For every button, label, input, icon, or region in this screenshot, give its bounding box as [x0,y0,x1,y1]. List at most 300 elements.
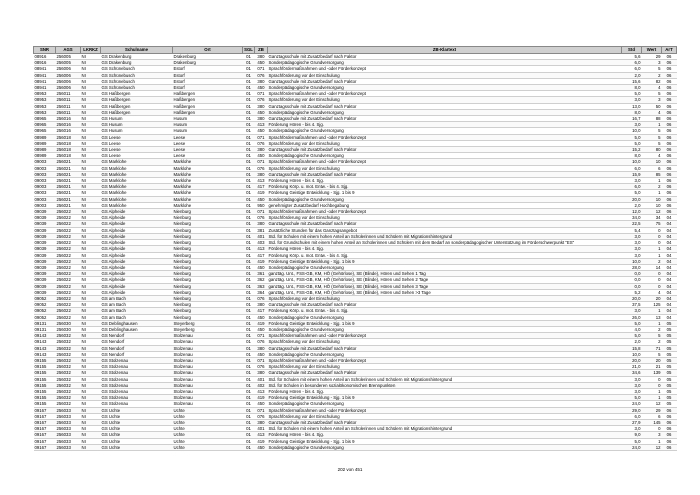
zb-klartext-cell: Ganztagsschule mit Zusatzbedarf nach Faktor [268,78,622,84]
zb-klartext-cell: Sprachförderung vor der Einschulung [268,72,622,78]
wert-cell: 12 [642,401,662,407]
std-cell: 6,0 [622,184,642,190]
std-cell: 5,0 [622,134,642,140]
std-cell: 37,5 [622,302,642,308]
zb-klartext-cell: Sprachfördermaßnahmen und -oder Förderkonzept [268,66,622,72]
snr-cell: 09039 [34,289,56,295]
sgl-cell: 01 [243,370,255,376]
wert-cell: 6 [642,165,662,171]
lkrkz-cell: NI [81,140,101,146]
lkrkz-cell: NI [81,264,101,270]
snr-cell: 09143 [34,351,56,357]
ags-cell: 256021 [56,171,81,177]
art-cell: 06 [662,122,677,128]
snr-cell: 09039 [34,233,56,239]
ort-cell: Stolzenau [173,339,243,345]
ort-cell: Estorf [173,78,243,84]
lkrkz-cell: NI [81,215,101,221]
snr-cell: 08953 [34,91,56,97]
std-cell: 3,0 [622,178,642,184]
ags-cell: 256021 [56,190,81,196]
sgl-cell: 01 [243,258,255,264]
ags-cell: 256021 [56,196,81,202]
sgl-cell: 01 [243,54,255,60]
std-cell: 10,0 [622,258,642,264]
art-cell: 05 [662,382,677,388]
snr-cell: 09039 [34,240,56,246]
schulname-cell: GS Alpheide [101,258,173,264]
sgl-cell: 01 [243,252,255,258]
zb-cell: 071 [255,159,268,165]
zb-klartext-cell: Förderung Hören - bis 4. Sjg. [268,178,622,184]
zb-klartext-cell: ganztäg. Unt., FSS-GB, KM, HÖ (Gehörlose), SE (Blinde), Hören und Sehen 2 Tage [268,277,622,283]
sgl-cell: 01 [243,376,255,382]
std-cell: 3,0 [622,308,642,314]
sgl-cell: 01 [243,246,255,252]
zb-cell: 450 [255,264,268,270]
std-cell: 12,0 [622,209,642,215]
std-cell: 29,0 [622,407,642,413]
zb-cell: 413 [255,122,268,128]
lkrkz-cell: NI [81,78,101,84]
sgl-cell: 01 [243,444,255,450]
ags-cell: 256005 [56,60,81,66]
sgl-cell: 01 [243,72,255,78]
zb-klartext-cell: Förderung Hören - bis 4. Sjg. [268,122,622,128]
zb-klartext-cell: Sprachförderung vor der Einschulung [268,215,622,221]
schulname-cell: GS Stolzenau [101,370,173,376]
std-cell: 24,0 [622,401,642,407]
lkrkz-cell: NI [81,388,101,394]
sgl-cell: 01 [243,116,255,122]
art-cell: 06 [662,432,677,438]
zb-klartext-cell: ganztäg. Unt., FSS-GB, KM, HÖ (Gehörlose), SE (Blinde), Hören und Sehen 1 Tag [268,271,622,277]
std-cell: 26,0 [622,314,642,320]
sgl-cell: 01 [243,171,255,177]
ags-cell: 256033 [56,432,81,438]
zb-cell: 076 [255,97,268,103]
sgl-cell: 01 [243,202,255,208]
std-cell: 2,0 [622,202,642,208]
ags-cell: 256030 [56,326,81,332]
zb-cell: 413 [255,246,268,252]
snr-cell: 09052 [34,308,56,314]
zb-klartext-cell: Sprachfördermaßnahmen und -oder Förderkonzept [268,333,622,339]
col-snr-header: SNR [34,47,56,54]
sgl-cell: 01 [243,178,255,184]
art-cell: 06 [662,178,677,184]
lkrkz-cell: NI [81,54,101,60]
ort-cell: Stolzenau [173,333,243,339]
zb-cell: 450 [255,351,268,357]
lkrkz-cell: NI [81,196,101,202]
std-cell: 24,0 [622,444,642,450]
schulname-cell: GS am Bach [101,308,173,314]
std-cell: 28,0 [622,264,642,270]
art-cell: 06 [662,54,677,60]
ags-cell: 256005 [56,54,81,60]
wert-cell: 125 [642,302,662,308]
ort-cell: Steyerberg [173,326,243,332]
wert-cell: 2 [642,258,662,264]
sgl-cell: 01 [243,184,255,190]
std-cell: 3,0 [622,388,642,394]
art-cell: 05 [662,364,677,370]
ags-cell: 256011 [56,109,81,115]
art-cell: 05 [662,339,677,345]
snr-cell: 09003 [34,202,56,208]
sgl-cell: 01 [243,289,255,295]
schulname-cell: GS Deblinghausen [101,326,173,332]
lkrkz-cell: NI [81,184,101,190]
lkrkz-cell: NI [81,252,101,258]
ags-cell: 256011 [56,103,81,109]
art-cell: 06 [662,202,677,208]
zb-klartext-cell: Sprachfördermaßnahmen und -oder Förderkonzept [268,134,622,140]
sgl-cell: 01 [243,295,255,301]
lkrkz-cell: NI [81,246,101,252]
ags-cell: 256022 [56,264,81,270]
art-cell: 05 [662,388,677,394]
snr-cell: 09052 [34,295,56,301]
zb-klartext-cell: Sonderpädagogische Grundversorgung [268,60,622,66]
art-cell: 06 [662,196,677,202]
std-cell: 5,0 [622,320,642,326]
art-cell: 04 [662,308,677,314]
snr-cell: 08941 [34,72,56,78]
std-cell: 10,0 [622,351,642,357]
schulname-cell: GS Alpheide [101,283,173,289]
wert-cell: 4 [642,85,662,91]
ags-cell: 256006 [56,85,81,91]
snr-cell: 08941 [34,66,56,72]
sgl-cell: 01 [243,215,255,221]
sgl-cell: 01 [243,426,255,432]
wert-cell: 1 [642,190,662,196]
sgl-cell: 01 [243,264,255,270]
wert-cell: 145 [642,419,662,425]
lkrkz-cell: NI [81,233,101,239]
lkrkz-cell: NI [81,413,101,419]
snr-cell: 09039 [34,215,56,221]
std-cell: 5,0 [622,190,642,196]
zb-cell: 417 [255,252,268,258]
lkrkz-cell: NI [81,271,101,277]
zb-klartext-cell: Ganztagsschule mit Zusatzbedarf nach Faktor [268,370,622,376]
sgl-cell: 01 [243,320,255,326]
sgl-cell: 01 [243,271,255,277]
zb-klartext-cell: Förderung Körp. u. mot. Entw. - bis 4. Sjg. [268,184,622,190]
wert-cell: 85 [642,171,662,177]
wert-cell: 5 [642,91,662,97]
snr-cell: 09039 [34,271,56,277]
art-cell: 06 [662,72,677,78]
ags-cell: 256022 [56,209,81,215]
schulname-cell: GS Stolzenau [101,388,173,394]
wert-cell: 0 [642,240,662,246]
snr-cell: 09039 [34,246,56,252]
schulname-cell: GS Uchte [101,419,173,425]
wert-cell: 1 [642,388,662,394]
ags-cell: 256032 [56,388,81,394]
zb-cell: 361 [255,271,268,277]
ags-cell: 256022 [56,302,81,308]
schulname-cell: GS Marklohe [101,184,173,190]
ags-cell: 256011 [56,97,81,103]
std-cell: 27,9 [622,419,642,425]
col-zb-header: ZB [255,47,268,54]
zb-klartext-cell: Förderung Körp. u. mot. Entw. - bis 4. Sjg. [268,252,622,258]
col-art-header: ArT [662,47,677,54]
snr-cell: 09039 [34,209,56,215]
wert-cell: 34 [642,215,662,221]
std-cell: 8,0 [622,85,642,91]
sgl-cell: 01 [243,85,255,91]
table-header-row [34,47,677,54]
lkrkz-cell: NI [81,209,101,215]
std-cell: 5,6 [622,54,642,60]
std-cell: 10,0 [622,128,642,134]
snr-cell: 08965 [34,128,56,134]
zb-klartext-cell: Ganztagsschule mit Zusatzbedarf nach Faktor [268,302,622,308]
snr-cell: 09155 [34,370,56,376]
snr-cell: 09003 [34,171,56,177]
sgl-cell: 01 [243,339,255,345]
lkrkz-cell: NI [81,351,101,357]
snr-cell: 08953 [34,97,56,103]
snr-cell: 09131 [34,320,56,326]
schulname-cell: GS Alpheide [101,277,173,283]
ort-cell: Marklohe [173,196,243,202]
art-cell: 06 [662,413,677,419]
zb-cell: 419 [255,438,268,444]
schulname-cell: GS Nendorf [101,351,173,357]
art-cell: 06 [662,103,677,109]
zb-cell: 380 [255,78,268,84]
ags-cell: 256022 [56,227,81,233]
std-cell: 3,0 [622,246,642,252]
lkrkz-cell: NI [81,401,101,407]
art-cell: 06 [662,426,677,432]
ort-cell: Nienburg [173,252,243,258]
art-cell: 04 [662,246,677,252]
std-cell: 5,0 [622,333,642,339]
ort-cell: Stolzenau [173,345,243,351]
ort-cell: Stolzenau [173,357,243,363]
lkrkz-cell: NI [81,382,101,388]
zb-cell: 450 [255,153,268,159]
art-cell: 06 [662,165,677,171]
lkrkz-cell: NI [81,438,101,444]
art-cell: 06 [662,407,677,413]
snr-cell: 09143 [34,339,56,345]
ort-cell: Estorf [173,85,243,91]
ort-cell: Leese [173,134,243,140]
ags-cell: 256022 [56,252,81,258]
ort-cell: Haßbergen [173,91,243,97]
snr-cell: 09143 [34,345,56,351]
ort-cell: Leese [173,140,243,146]
zb-cell: 380 [255,171,268,177]
ort-cell: Marklohe [173,190,243,196]
schulname-cell: GS Uchte [101,413,173,419]
zb-klartext-cell: Sonderpädagogische Grundversorgung [268,85,622,91]
snr-cell: 09039 [34,221,56,227]
col-lkrkz-header: LKRKZ [81,47,101,54]
schulname-cell: GS Uchte [101,426,173,432]
schulname-cell: GS Alpheide [101,227,173,233]
wert-cell: 2 [642,184,662,190]
std-cell: 22,5 [622,221,642,227]
art-cell: 06 [662,60,677,66]
zb-cell: 401 [255,233,268,239]
ort-cell: Nienburg [173,246,243,252]
art-cell: 04 [662,227,677,233]
zb-klartext-cell: Sprachfördermaßnahmen und -oder Förderkonzept [268,357,622,363]
std-cell: 15,8 [622,345,642,351]
art-cell: 05 [662,376,677,382]
sgl-cell: 01 [243,128,255,134]
schulname-cell: GS Husum [101,128,173,134]
wert-cell: 139 [642,370,662,376]
wert-cell: 50 [642,103,662,109]
col-ags-header: AGS [56,47,81,54]
zb-klartext-cell: Sprachfördermaßnahmen und -oder Förderkonzept [268,159,622,165]
sgl-cell: 01 [243,283,255,289]
zb-klartext-cell: Std. für Schulen mit einem hohen Anteil an Schülerinnen und Schülern mit Migrationshintergrund [268,426,622,432]
art-cell: 05 [662,320,677,326]
schulname-cell: GS am Bach [101,302,173,308]
sgl-cell: 01 [243,233,255,239]
col-sgl-header: SGL [244,47,253,52]
ort-cell: Stolzenau [173,351,243,357]
ags-cell: 256033 [56,413,81,419]
std-cell: 3,0 [622,382,642,388]
zb-klartext-cell: Sprachförderung vor der Einschulung [268,413,622,419]
ags-cell: 256021 [56,178,81,184]
wert-cell: 6 [642,413,662,419]
std-cell: 8,0 [622,153,642,159]
snr-cell: 08953 [34,109,56,115]
ags-cell: 256016 [56,116,81,122]
std-cell: 15,6 [622,78,642,84]
lkrkz-cell: NI [81,227,101,233]
zb-klartext-cell: Sprachförderung vor der Einschulung [268,140,622,146]
schulname-cell: GS Alpheide [101,240,173,246]
wert-cell: 20 [642,357,662,363]
std-cell: 3,0 [622,122,642,128]
std-cell: 20,0 [622,196,642,202]
sgl-cell: 01 [243,153,255,159]
lkrkz-cell: NI [81,376,101,382]
ort-cell: Nienburg [173,289,243,295]
zb-klartext-cell: Förderung Geistige Entwicklung - Sjg. 1 bis 9 [268,320,622,326]
zb-klartext-cell: Förderung Geistige Entwicklung - Sjg. 1 bis 9 [268,258,622,264]
ort-cell: Nienburg [173,302,243,308]
art-cell: 05 [662,357,677,363]
std-cell: 21,0 [622,364,642,370]
snr-cell: 09039 [34,283,56,289]
lkrkz-cell: NI [81,333,101,339]
wert-cell: 21 [642,364,662,370]
zb-cell: 401 [255,426,268,432]
zb-cell: 076 [255,165,268,171]
ags-cell: 256022 [56,246,81,252]
snr-cell: 09155 [34,376,56,382]
sgl-cell: 01 [243,357,255,363]
ags-cell: 256018 [56,153,81,159]
zb-klartext-cell: Zusätzliche Stunden für das Ganztagsangebot [268,227,622,233]
ags-cell: 256032 [56,351,81,357]
schulname-cell: GS Uchte [101,407,173,413]
sgl-cell: 01 [243,227,255,233]
schulname-cell: GS Haßbergen [101,97,173,103]
schulname-cell: GS Schünebusch [101,85,173,91]
art-cell: 06 [662,78,677,84]
sgl-cell: 01 [243,302,255,308]
ags-cell: 256018 [56,134,81,140]
snr-cell: 09155 [34,401,56,407]
sgl-cell: 01 [243,196,255,202]
lkrkz-cell: NI [81,295,101,301]
lkrkz-cell: NI [81,91,101,97]
sgl-cell: 01 [243,122,255,128]
ags-cell: 256011 [56,91,81,97]
zb-klartext-cell: Sprachfördermaßnahmen und -oder Förderkonzept [268,209,622,215]
lkrkz-cell: NI [81,202,101,208]
schulname-cell: GS Schünebusch [101,78,173,84]
ort-cell: Nienburg [173,233,243,239]
snr-cell: 09052 [34,302,56,308]
lkrkz-cell: NI [81,407,101,413]
zb-cell: 402 [255,382,268,388]
ort-cell: Uchte [173,438,243,444]
art-cell: 06 [662,66,677,72]
ags-cell: 256021 [56,202,81,208]
ort-cell: Marklohe [173,184,243,190]
ort-cell: Haßbergen [173,109,243,115]
schulname-cell: GS Drakenburg [101,60,173,66]
zb-klartext-cell: ganztäg. Unt., FSS-GB, KM, HÖ (Gehörlose), SE (Blinde), Hören und Sehen >3 Tage [268,289,622,295]
ort-cell: Drakenburg [173,54,243,60]
sgl-cell: 01 [243,388,255,394]
ort-cell: Marklohe [173,171,243,177]
zb-cell: 413 [255,388,268,394]
wert-cell: 0 [642,227,662,233]
snr-cell: 08989 [34,147,56,153]
art-cell: 05 [662,333,677,339]
zb-cell: 380 [255,419,268,425]
ags-cell: 256006 [56,66,81,72]
zb-klartext-cell: ganztäg. Unt., FSS-GB, KM, HÖ (Gehörlose), SE (Blinde), Hören und Sehen 3 Tage [268,283,622,289]
ort-cell: Nienburg [173,215,243,221]
std-cell: 15,9 [622,171,642,177]
schulname-cell: GS Marklohe [101,202,173,208]
std-cell: 5,2 [622,289,642,295]
lkrkz-cell: NI [81,116,101,122]
lkrkz-cell: NI [81,165,101,171]
lkrkz-cell: NI [81,159,101,165]
std-cell: 0,0 [622,277,642,283]
zb-cell: 380 [255,345,268,351]
sgl-cell: 01 [243,159,255,165]
schulname-cell: GS Stolzenau [101,395,173,401]
lkrkz-cell: NI [81,60,101,66]
lkrkz-cell: NI [81,364,101,370]
lkrkz-cell: NI [81,357,101,363]
ort-cell: Stolzenau [173,388,243,394]
sgl-cell: 01 [243,147,255,153]
